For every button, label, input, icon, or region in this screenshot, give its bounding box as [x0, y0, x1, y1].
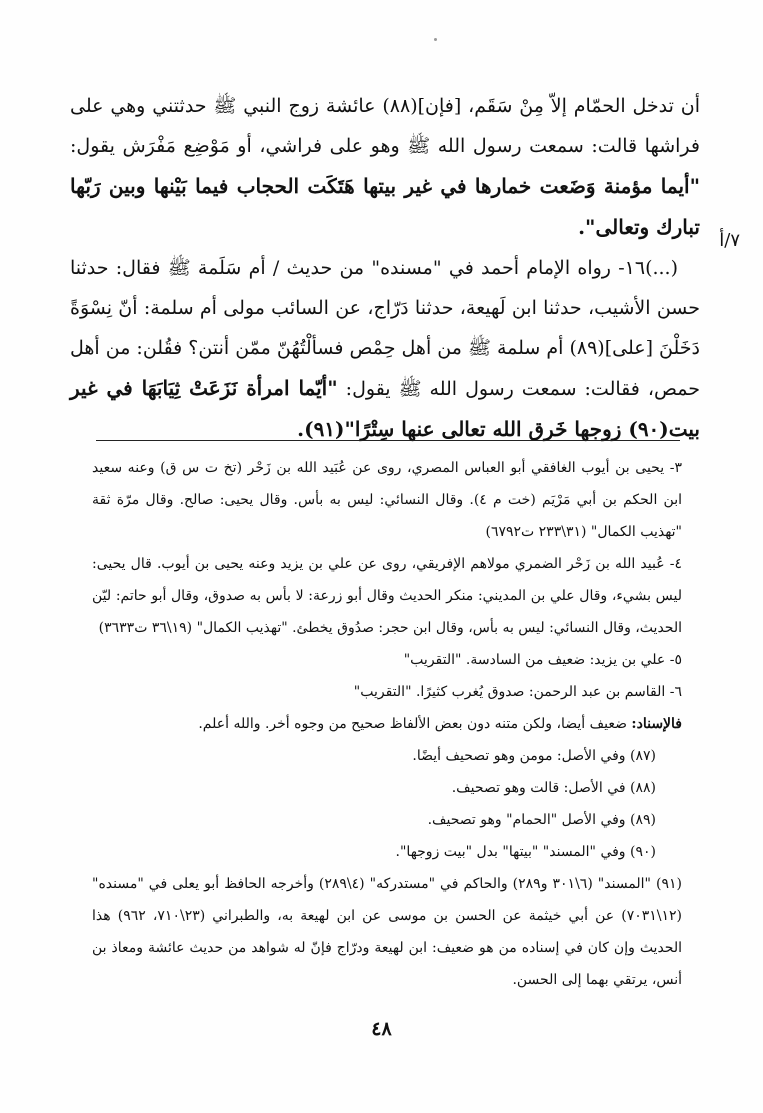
hadith-quote: "أيما مؤمنة وَضَعت خمارها في غير بيتها هَتَكَت الحجاب فيما بَيْنها وبين رَبّها تبارك وتعالى".	[70, 174, 700, 239]
isnad-text: ضعيف أيضا، ولكن متنه دون بعض الألفاظ صحيح من وجوه أخر. والله أعلم.	[198, 716, 632, 732]
hadith-quote: "أيّما امرأة نَزَعَتْ ثِيَابَهَا في غير بيت(٩٠) زوجها خَرق الله تعالى عنها سِتْرًا"(٩١).	[70, 376, 700, 441]
footnote-narrator-5: ٥- علي بن يزيد: ضعيف من السادسة. "التقريب"	[403, 652, 682, 668]
isnad-verdict	[92, 708, 682, 740]
footnote-separator	[96, 440, 680, 441]
footnotes	[92, 452, 682, 996]
page-number: ٤٨	[371, 1018, 392, 1040]
paragraph-text: (...)١٦- رواه الإمام أحمد في "مسنده" من حديث / أم سَلَمة ﷺ فقال: حدثنا حسن الأشيب، حدثنا ابن لَهيعة، حدثنا دَرّاج، عن السائب مولى أم سلمة: أنّ نِسْوَةً دَخَلْنَ [على](٨٩) أم سلمة ﷺ من أهل حِمْص فسألْتُهُنّ ممّن أنتن؟ فقُلن: من أهل حمص، فقالت: سمعت رسول الله ﷺ يقول:	[70, 257, 701, 400]
manuscript-folio-ref: ٧/أ	[719, 230, 740, 251]
endnote-91: (٩١) "المسند" (٦\٣٠١ و٢٨٩) والحاكم في "مستدركه" (٤\٢٨٩) وأخرجه الحافظ أبو يعلى في "مسنده" (١٢\٧٠٣١) عن أبي خيثمة عن الحسن بن موسى عن ابن لهيعة به، والطبراني (٢٣\٧١٠، ٩٦٢) هذا الحديث وإن كان في إسناده من هو ضعيف: ابن لهيعة ودرّاج فإنّ له شواهد من حديث عائشة ومعاذ بن أنس، يرتقي بهما إلى الحسن.	[92, 876, 682, 988]
footnote-narrator-6: ٦- القاسم بن عبد الرحمن: صدوق يُغرب كثيرًا. "التقريب"	[353, 684, 682, 700]
scan-speck	[434, 38, 437, 41]
paragraph-hadith-16	[70, 248, 700, 450]
isnad-label: فالإسناد:	[631, 716, 682, 732]
endnote-90: (٩٠) وفي "المسند" "بيتها" بدل "بيت زوجها".	[395, 844, 656, 860]
paragraph-hadith-15	[70, 86, 700, 248]
footnote-narrator-4: ٤- عُبيد الله بن زَحْر الضمري مولاهم الإفريقي، روى عن علي بن يزيد وعنه يحيى بن أيوب. قال يحيى: ليس بشيء، وقال علي بن المديني: منكر الحديث وقال أبو زرعة: لا بأس به صدوق، وقال أبو حاتم: ليّن الحديث، وقال النسائي: ليس به بأس، وقال ابن حجر: صدُوق يخطئ. "تهذيب الكمال" (١٩\٣٦ ت٣٦٣٣)	[92, 556, 682, 636]
endnote-87: (٨٧) وفي الأصل: مومن وهو تصحيف أيضًا.	[412, 748, 656, 764]
footnote-narrator-3: ٣- يحيى بن أيوب الغافقي أبو العباس المصري، روى عن عُبَيد الله بن زَحْر (تخ ت س ق) وعنه سعيد ابن الحكم بن أبي مَرْيَم (خت م ٤). وقال النسائي: ليس به بأس. وقال يحيى: صالح. وقال مرّة ثقة "تهذيب الكمال" (٣١\٢٣٣ ت٦٧٩٢)	[92, 460, 682, 540]
endnote-89: (٨٩) وفي الأصل "الحمام" وهو تصحيف.	[427, 812, 656, 828]
paragraph-text: أن تدخل الحمّام إلاّ مِنْ سَقَم، [فإن](٨٨) عائشة زوج النبي ﷺ حدثتني وهي على فراشها قالت: سمعت رسول الله ﷺ وهو على فراشي، أو مَوْضِع مَفْرَش يقول:	[70, 95, 700, 157]
endnote-88: (٨٨) في الأصل: قالت وهو تصحيف.	[451, 780, 656, 796]
main-text	[70, 86, 700, 450]
